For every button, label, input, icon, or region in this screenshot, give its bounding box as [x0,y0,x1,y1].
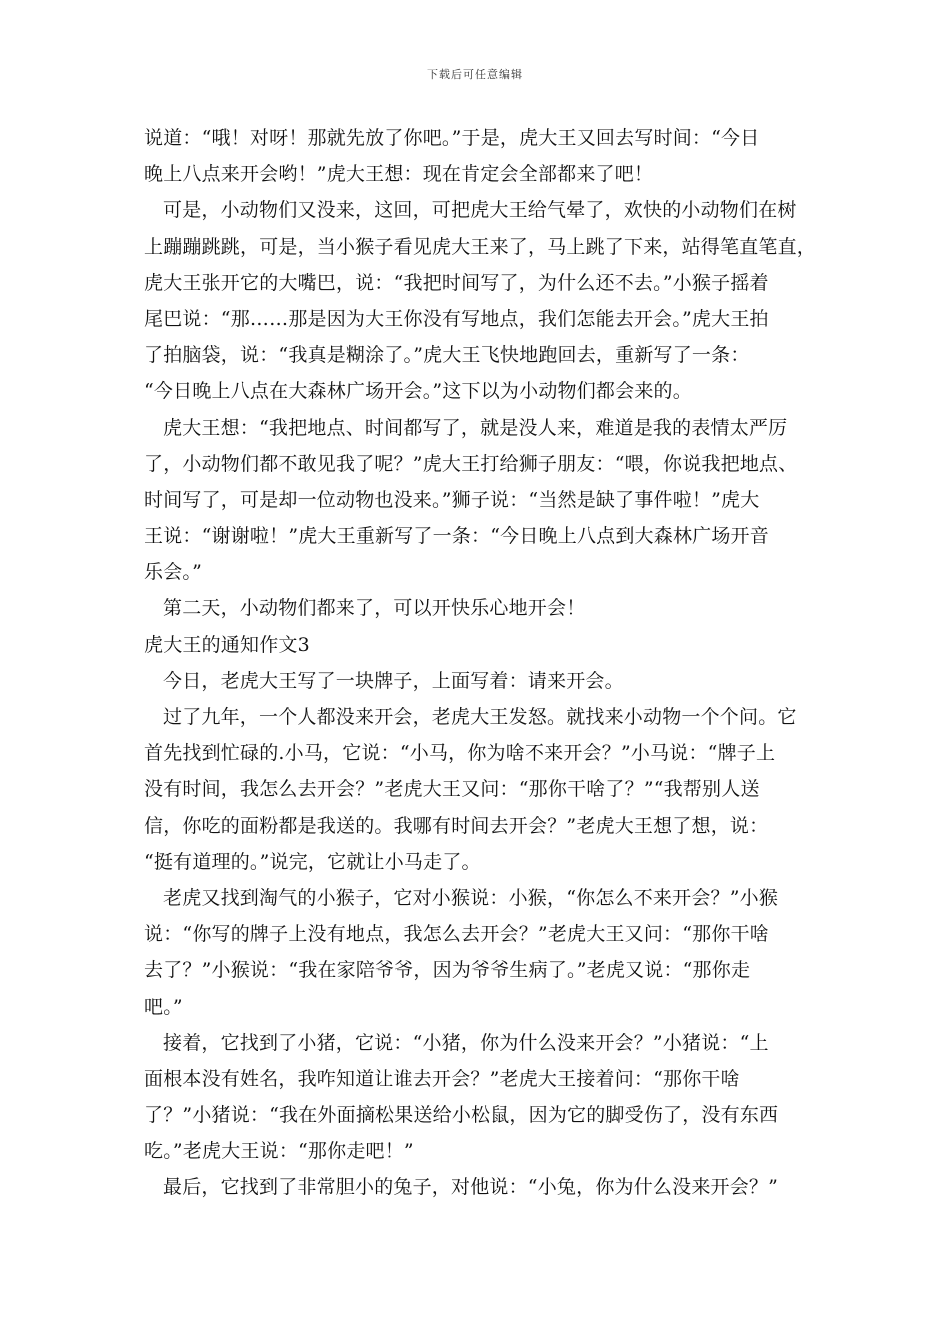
text-line: 虎大王的通知作文3 [144,633,310,656]
text-line: 时间写了，可是却一位动物也没来。”狮子说：“当然是缺了事件啦！”虎大 [144,488,760,511]
text-line: 首先找到忙碌的.小马，它说：“小马，你为啥不来开会？”小马说：“牌子上 [144,742,776,765]
text-line: 晚上八点来开会哟！”虎大王想：现在肯定会全部都来了吧！ [144,163,654,186]
text-line: “挺有道理的。”说完，它就让小马走了。 [144,850,481,873]
text-line: 了，小动物们都不敢见我了呢？”虎大王打给狮子朋友：“喂，你说我把地点、 [144,452,798,475]
page-header: 下载后可任意编辑 [427,68,523,81]
text-line: 乐会。” [144,561,203,584]
document-body [144,120,817,1206]
text-line: 可是，小动物们又没来，这回，可把虎大王给气晕了，欢快的小动物们在树 [163,199,797,222]
text-line: 最后，它找到了非常胆小的兔子，对他说：“小兔，你为什么没来开会？” [163,1176,779,1199]
text-line: 了拍脑袋，说：“我真是糊涂了。”虎大王飞快地跑回去，重新写了一条： [144,344,750,367]
text-line: 今日，老虎大王写了一块牌子，上面写着：请来开会。 [163,669,624,692]
text-line: “今日晚上八点在大森林广场开会。”这下以为小动物们都会来的。 [144,380,692,403]
text-line: 说：“你写的牌子上没有地点，我怎么去开会？”老虎大王又问：“那你干啥 [144,923,769,946]
text-line: 去了？”小猴说：“我在家陪爷爷，因为爷爷生病了。”老虎又说：“那你走 [144,959,751,982]
text-line: 虎大王想：“我把地点、时间都写了，就是没人来，难道是我的表情太严厉 [163,416,788,439]
text-line: 老虎又找到淘气的小猴子，它对小猴说：小猴，“你怎么不来开会？”小猴 [163,886,779,909]
text-line: 接着，它找到了小猪，它说：“小猪，你为什么没来开会？”小猪说：“上 [163,1031,769,1054]
text-line: 没有时间，我怎么去开会？”老虎大王又问：“那你干啥了？”“我帮别人送 [144,778,760,801]
text-line: 尾巴说：“那……那是因为大王你没有写地点，我们怎能去开会。”虎大王拍 [144,307,769,330]
text-line: 信，你吃的面粉都是我送的。我哪有时间去开会？”老虎大王想了想，说： [144,814,769,837]
text-line: 说道：“哦！对呀！那就先放了你吧。”于是，虎大王又回去写时间：“今日 [144,127,760,149]
text-line: 过了九年，一个人都没来开会，老虎大王发怒。就找来小动物一个个问。它 [163,706,797,728]
text-line: 吧。” [144,995,183,1018]
text-line: 虎大王张开它的大嘴巴，说：“我把时间写了，为什么还不去。”小猴子摇着 [144,271,769,294]
text-line: 上蹦蹦跳跳，可是，当小猴子看见虎大王来了，马上跳了下来，站得笔直笔直， [144,235,817,258]
text-line: 第二天，小动物们都来了，可以开快乐心地开会！ [163,597,586,620]
text-line: 吃。”老虎大王说：“那你走吧！” [144,1140,414,1163]
text-line: 面根本没有姓名，我咋知道让谁去开会？”老虎大王接着问：“那你干啥 [144,1067,740,1090]
text-line: 了？”小猪说：“我在外面摘松果送给小松鼠，因为它的脚受伤了，没有东西 [144,1104,779,1127]
text-line: 王说：“谢谢啦！”虎大王重新写了一条：“今日晚上八点到大森林广场开音 [144,525,769,548]
